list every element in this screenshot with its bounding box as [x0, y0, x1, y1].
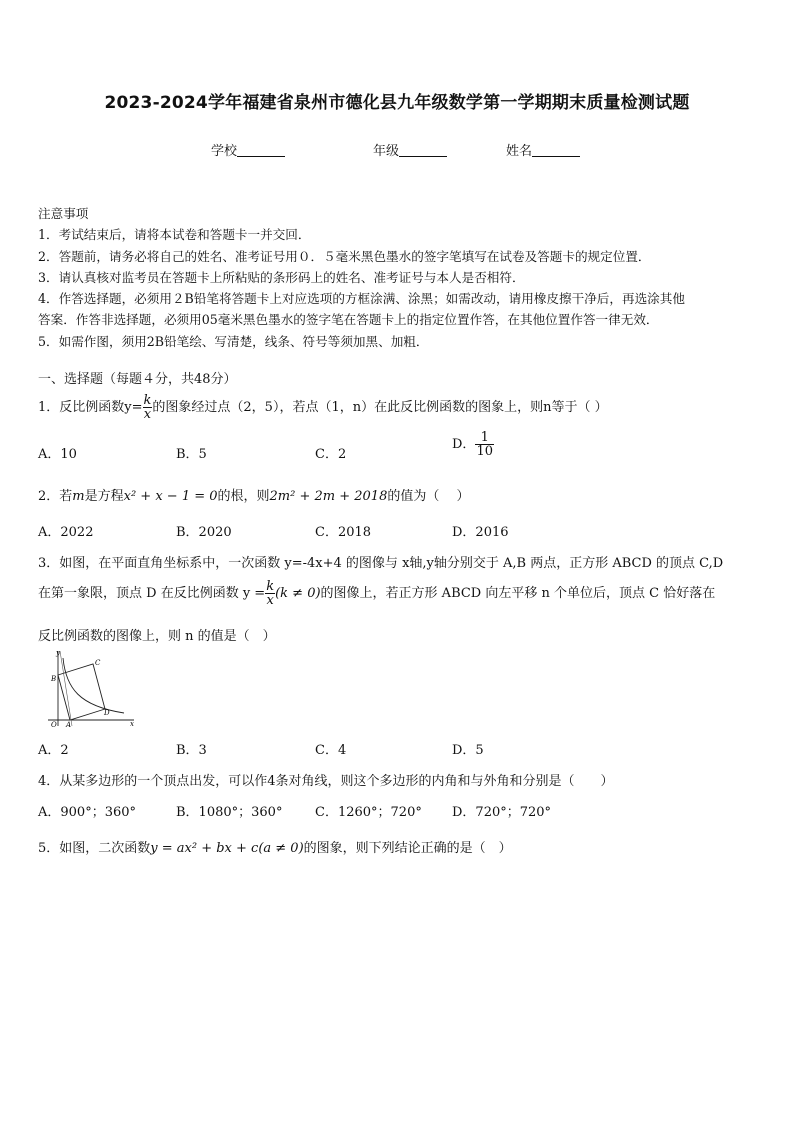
label-b: B [51, 675, 57, 683]
name-field[interactable] [506, 140, 580, 159]
note-item: 4．作答选择题，必须用２B铅笔将答题卡上对应选项的方框涂满、涂黑；如需改动，请用橡皮擦干净后，再选涂其他 [38, 291, 685, 307]
option-d[interactable]: D． $\frac{1}{10}$ [452, 430, 493, 459]
question-3-figure [44, 648, 139, 728]
option-c[interactable]: C．2018 [315, 525, 372, 540]
question-3-line-1: 3．如图，在平面直角坐标系中，一次函数 y=-4x+4 的图像与 x轴,y轴分别交于 A,B 两点，正方形 ABCD 的顶点 C,D [38, 556, 724, 571]
option-d[interactable]: D．2016 [452, 525, 509, 540]
label-d: D [104, 709, 110, 717]
label-c: C [95, 659, 101, 667]
option-b[interactable]: B．3 [176, 743, 207, 758]
fraction: $\frac{k}{x}$ [143, 393, 152, 422]
option-c[interactable]: C．2 [315, 447, 347, 462]
notes-block [38, 203, 758, 352]
option-a[interactable]: A．2 [38, 743, 69, 758]
question-3-line-3: 反比例函数的图像上，则 n 的值是（ ） [38, 629, 276, 644]
grade-label: 年级 [373, 144, 400, 159]
note-item: 3．请认真核对监考员在答题卡上所粘贴的条形码上的姓名、准考证号与本人是否相符． [38, 269, 525, 285]
question-2: 2．若m是方程x² + x − 1 = 0的根，则2m² + 2m + 2018的值为（ ） [38, 489, 470, 504]
option-d[interactable]: D．5 [452, 743, 484, 758]
grade-field[interactable] [373, 140, 447, 159]
option-b[interactable]: B．5 [176, 447, 207, 462]
note-item: 2．答题前，请务必将自己的姓名、准考证号用０．５毫米黑色墨水的签字笔填写在试卷及答题卡的规定位置． [38, 248, 651, 264]
option-b[interactable]: B．1080°；360° [176, 805, 283, 820]
name-label: 姓名 [506, 144, 533, 159]
square-abcd [58, 664, 105, 720]
school-field[interactable] [211, 140, 285, 159]
label-y: y [56, 649, 60, 657]
school-label: 学校 [211, 144, 238, 159]
question-1: 1．反比例函数y= $\frac{k}{x}$ 的图象经过点（2，5），若点（1，n）在此反比例函数的图象上，则n等于（ ） [38, 393, 608, 422]
note-item: 5．如需作图，须用2B铅笔绘、写清楚，线条、符号等须加黑、加粗． [38, 333, 429, 349]
note-item: 1．考试结束后，请将本试卷和答题卡一并交回． [38, 227, 311, 243]
question-5: 5．如图，二次函数y = ax² + bx + c(a ≠ 0)的图象，则下列结论正确的是（ ） [38, 841, 512, 856]
label-a: A [66, 721, 72, 728]
option-a[interactable]: A．10 [38, 447, 77, 462]
question-3-line-2: 在第一象限，顶点 D 在反比例函数 y = $\frac{k}{x}$ (k ≠ 0)的图像上，若正方形 ABCD 向左平移 n 个单位后，顶点 C 恰好落在 [38, 579, 716, 608]
option-d[interactable]: D．720°；720° [452, 805, 552, 820]
option-c[interactable]: C．4 [315, 743, 347, 758]
option-a[interactable]: A．2022 [38, 525, 94, 540]
section-heading: 一、选择题（每题４分，共48分） [38, 372, 237, 387]
question-4: 4．从某多边形的一个顶点出发，可以作4条对角线，则这个多边形的内角和与外角和分别是（ ） [38, 774, 614, 789]
label-x: x [130, 720, 134, 728]
option-a[interactable]: A．900°；360° [38, 805, 137, 820]
page-title: 2023-2024学年福建省泉州市德化县九年级数学第一学期期末质量检测试题 [104, 93, 690, 113]
option-b[interactable]: B．2020 [176, 525, 232, 540]
note-item: 答案．作答非选择题，必须用05毫米黑色墨水的签字笔在答题卡上的指定位置作答，在其他位置作答一律无效． [38, 312, 659, 328]
notes-heading: 注意事项 [38, 206, 89, 221]
label-o: O [51, 721, 57, 728]
option-c[interactable]: C．1260°；720° [315, 805, 422, 820]
